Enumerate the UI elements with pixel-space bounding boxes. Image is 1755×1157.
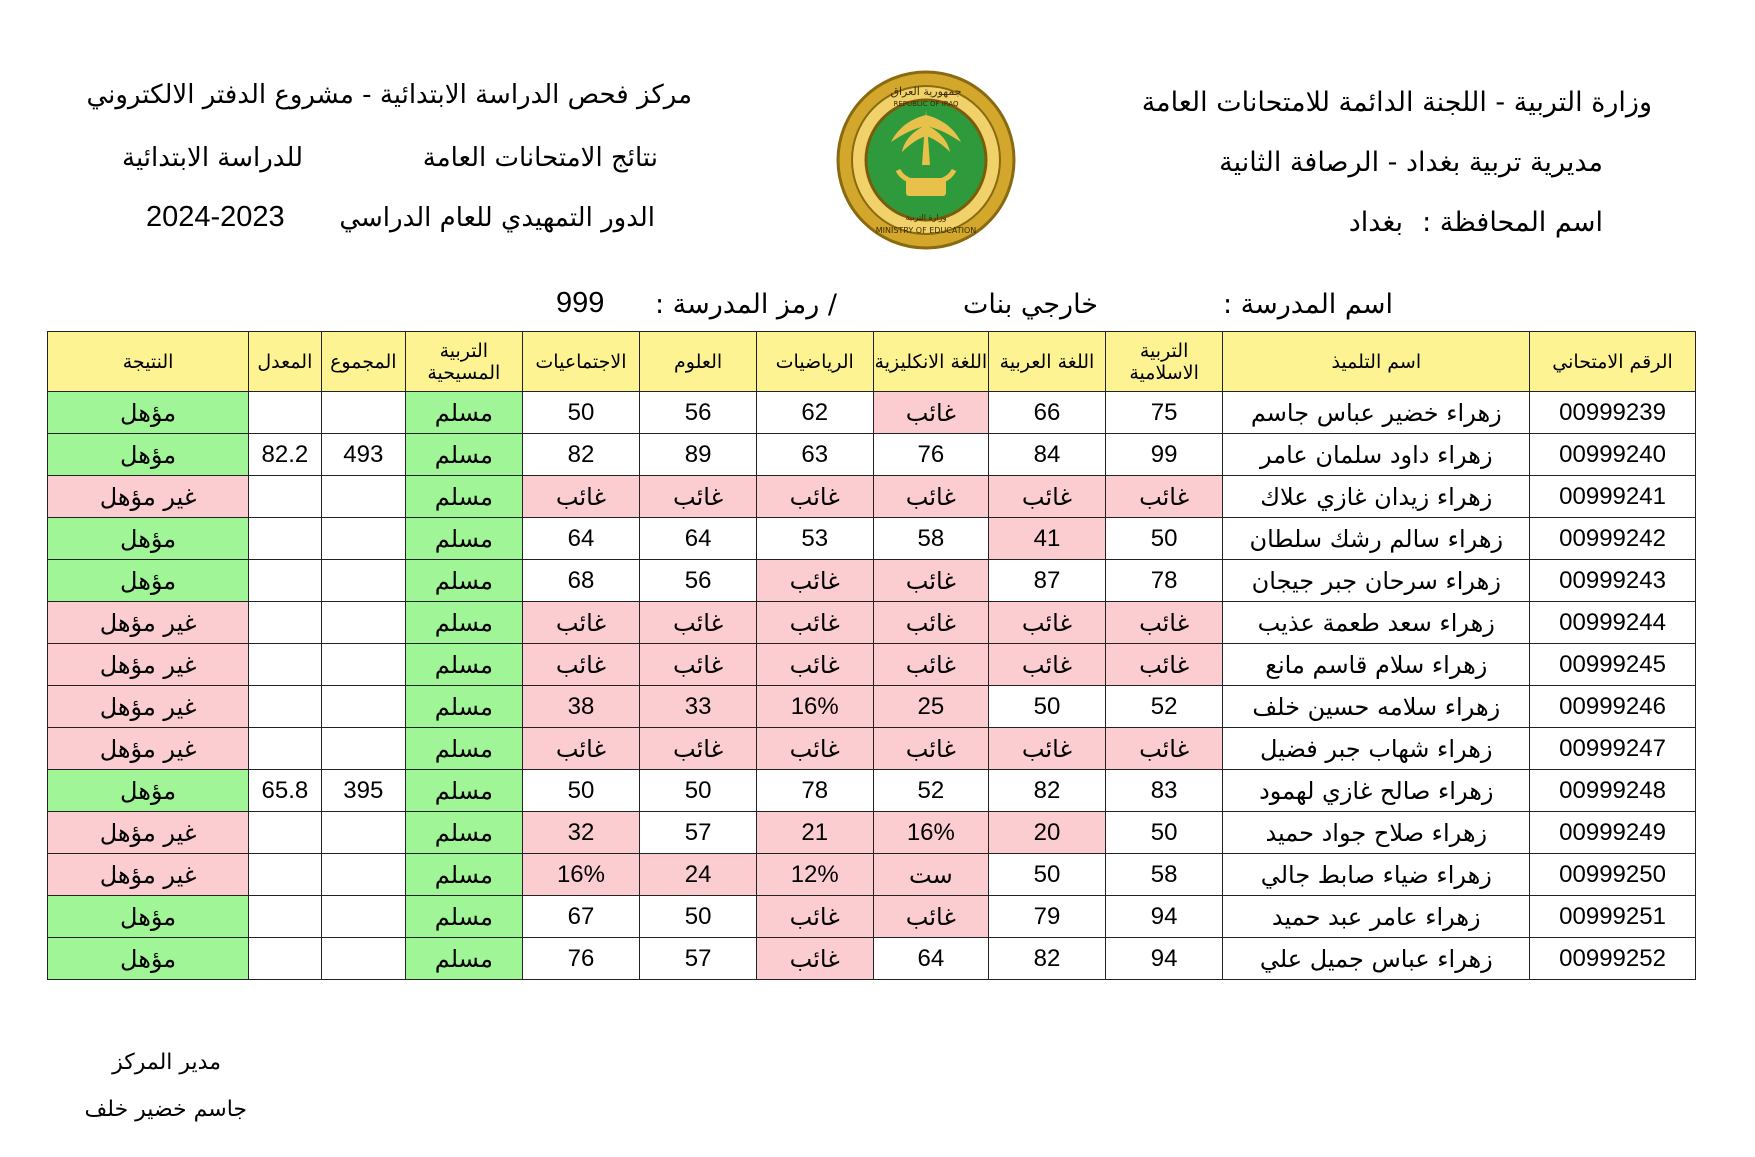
cell-id: 00999247 xyxy=(1530,728,1696,770)
cell-math: 63 xyxy=(756,434,873,476)
cell-name: زهراء سلامه حسين خلف xyxy=(1223,686,1530,728)
cell-islamic: 52 xyxy=(1105,686,1223,728)
cell-avg xyxy=(249,854,321,896)
cell-arabic: 50 xyxy=(989,686,1106,728)
cell-christian: مسلم xyxy=(406,476,523,518)
cell-name: زهراء سعد طعمة عذيب xyxy=(1223,602,1530,644)
cell-math: غائب xyxy=(756,602,873,644)
cell-english: غائب xyxy=(873,728,989,770)
cell-result: مؤهل xyxy=(48,896,249,938)
cell-avg xyxy=(249,812,321,854)
cell-avg xyxy=(249,644,321,686)
header-christian: التربية المسيحية xyxy=(406,332,523,392)
cell-social: 38 xyxy=(522,686,640,728)
logo-top-text-en: REPUBLIC OF IRAQ xyxy=(893,100,959,108)
cell-math: غائب xyxy=(756,644,873,686)
cell-english: ست xyxy=(873,854,989,896)
cell-result: مؤهل xyxy=(48,938,249,980)
cell-english: غائب xyxy=(873,560,989,602)
round-title: الدور التمهيدي للعام الدراسي xyxy=(339,203,655,233)
cell-arabic: 82 xyxy=(989,770,1106,812)
header-student-name: اسم التلميذ xyxy=(1223,332,1530,392)
cell-avg: 82.2 xyxy=(249,434,321,476)
cell-total xyxy=(321,602,405,644)
cell-christian: مسلم xyxy=(406,518,523,560)
cell-name: زهراء سرحان جبر جيجان xyxy=(1223,560,1530,602)
header-total: المجموع xyxy=(321,332,405,392)
cell-english: غائب xyxy=(873,476,989,518)
cell-christian: مسلم xyxy=(406,686,523,728)
header-arabic: اللغة العربية xyxy=(989,332,1106,392)
cell-math: 16% xyxy=(756,686,873,728)
cell-arabic: 82 xyxy=(989,938,1106,980)
cell-result: مؤهل xyxy=(48,560,249,602)
ministry-title: وزارة التربية - اللجنة الدائمة للامتحانات العامة xyxy=(1141,87,1652,118)
cell-avg xyxy=(249,392,321,434)
header-result: النتيجة xyxy=(48,332,249,392)
cell-arabic: 84 xyxy=(989,434,1106,476)
cell-islamic: 83 xyxy=(1105,770,1223,812)
logo-bottom-text: MINISTRY OF EDUCATION xyxy=(875,226,977,235)
table-header-row xyxy=(48,332,1696,392)
cell-math: غائب xyxy=(756,560,873,602)
table-row xyxy=(48,392,1696,434)
cell-social: 32 xyxy=(522,812,640,854)
cell-english: 52 xyxy=(873,770,989,812)
cell-social: 76 xyxy=(522,938,640,980)
cell-arabic: 87 xyxy=(989,560,1106,602)
table-row xyxy=(48,770,1696,812)
cell-avg xyxy=(249,686,321,728)
cell-english: غائب xyxy=(873,602,989,644)
cell-id: 00999252 xyxy=(1530,938,1696,980)
cell-islamic: غائب xyxy=(1105,644,1223,686)
table-row xyxy=(48,476,1696,518)
table-row xyxy=(48,686,1696,728)
cell-islamic: 94 xyxy=(1105,896,1223,938)
cell-name: زهراء زيدان غازي علاك xyxy=(1223,476,1530,518)
cell-christian: مسلم xyxy=(406,896,523,938)
cell-social: غائب xyxy=(522,602,640,644)
cell-result: مؤهل xyxy=(48,434,249,476)
cell-name: زهراء سلام قاسم مانع xyxy=(1223,644,1530,686)
header-social: الاجتماعيات xyxy=(522,332,640,392)
cell-arabic: 20 xyxy=(989,812,1106,854)
cell-christian: مسلم xyxy=(406,728,523,770)
cell-arabic: 79 xyxy=(989,896,1106,938)
table-row xyxy=(48,644,1696,686)
cell-islamic: غائب xyxy=(1105,602,1223,644)
cell-total xyxy=(321,476,405,518)
table-row xyxy=(48,518,1696,560)
cell-christian: مسلم xyxy=(406,602,523,644)
cell-english: غائب xyxy=(873,644,989,686)
cell-math: 21 xyxy=(756,812,873,854)
school-name-value: خارجي بنات xyxy=(962,289,1098,320)
cell-total: 395 xyxy=(321,770,405,812)
cell-avg xyxy=(249,518,321,560)
cell-english: غائب xyxy=(873,392,989,434)
cell-id: 00999244 xyxy=(1530,602,1696,644)
cell-social: غائب xyxy=(522,728,640,770)
academic-year: 2024-2023 xyxy=(146,201,285,233)
cell-social: 68 xyxy=(522,560,640,602)
header-math: الرياضيات xyxy=(756,332,873,392)
cell-id: 00999246 xyxy=(1530,686,1696,728)
cell-arabic: 66 xyxy=(989,392,1106,434)
cell-id: 00999250 xyxy=(1530,854,1696,896)
signature-name: جاسم خضير خلف xyxy=(84,1097,247,1122)
cell-result: غير مؤهل xyxy=(48,602,249,644)
cell-id: 00999241 xyxy=(1530,476,1696,518)
logo-top-text: جمهورية العراق xyxy=(890,85,962,98)
cell-arabic: غائب xyxy=(989,644,1106,686)
cell-christian: مسلم xyxy=(406,812,523,854)
cell-id: 00999243 xyxy=(1530,560,1696,602)
cell-science: 50 xyxy=(640,896,757,938)
cell-islamic: 78 xyxy=(1105,560,1223,602)
cell-islamic: 94 xyxy=(1105,938,1223,980)
header-average: المعدل xyxy=(249,332,321,392)
center-title: مركز فحص الدراسة الابتدائية - مشروع الدفتر الالكتروني xyxy=(86,80,692,110)
cell-science: غائب xyxy=(640,602,757,644)
cell-science: 89 xyxy=(640,434,757,476)
header-english: اللغة الانكليزية xyxy=(873,332,989,392)
cell-math: 62 xyxy=(756,392,873,434)
cell-total xyxy=(321,686,405,728)
cell-result: غير مؤهل xyxy=(48,476,249,518)
cell-arabic: غائب xyxy=(989,728,1106,770)
cell-total xyxy=(321,392,405,434)
cell-result: غير مؤهل xyxy=(48,854,249,896)
cell-total xyxy=(321,938,405,980)
cell-name: زهراء خضير عباس جاسم xyxy=(1223,392,1530,434)
table-row xyxy=(48,854,1696,896)
cell-math: غائب xyxy=(756,476,873,518)
cell-total xyxy=(321,854,405,896)
cell-name: زهراء شهاب جبر فضيل xyxy=(1223,728,1530,770)
cell-name: زهراء داود سلمان عامر xyxy=(1223,434,1530,476)
results-title: نتائج الامتحانات العامة xyxy=(422,143,658,173)
cell-christian: مسلم xyxy=(406,560,523,602)
cell-christian: مسلم xyxy=(406,770,523,812)
cell-christian: مسلم xyxy=(406,938,523,980)
ministry-logo xyxy=(836,70,1016,250)
cell-social: 67 xyxy=(522,896,640,938)
cell-name: زهراء عامر عبد حميد xyxy=(1223,896,1530,938)
results-body xyxy=(48,392,1696,980)
cell-english: 76 xyxy=(873,434,989,476)
cell-total xyxy=(321,812,405,854)
cell-english: 58 xyxy=(873,518,989,560)
cell-science: 57 xyxy=(640,938,757,980)
cell-science: غائب xyxy=(640,644,757,686)
cell-result: غير مؤهل xyxy=(48,728,249,770)
table-row xyxy=(48,812,1696,854)
cell-math: غائب xyxy=(756,728,873,770)
cell-id: 00999248 xyxy=(1530,770,1696,812)
cell-science: 56 xyxy=(640,392,757,434)
cell-math: 78 xyxy=(756,770,873,812)
cell-social: 64 xyxy=(522,518,640,560)
cell-name: زهراء سالم رشك سلطان xyxy=(1223,518,1530,560)
cell-id: 00999251 xyxy=(1530,896,1696,938)
cell-english: 64 xyxy=(873,938,989,980)
cell-christian: مسلم xyxy=(406,854,523,896)
cell-total xyxy=(321,728,405,770)
cell-math: غائب xyxy=(756,896,873,938)
governorate-label: اسم المحافظة : xyxy=(1422,207,1603,238)
cell-science: 24 xyxy=(640,854,757,896)
cell-social: 50 xyxy=(522,392,640,434)
cell-science: 50 xyxy=(640,770,757,812)
cell-id: 00999242 xyxy=(1530,518,1696,560)
cell-english: غائب xyxy=(873,896,989,938)
cell-avg xyxy=(249,728,321,770)
results-table xyxy=(47,331,1696,980)
cell-science: غائب xyxy=(640,728,757,770)
cell-english: 25 xyxy=(873,686,989,728)
cell-social: 16% xyxy=(522,854,640,896)
cell-avg xyxy=(249,560,321,602)
cell-islamic: غائب xyxy=(1105,476,1223,518)
cell-result: غير مؤهل xyxy=(48,812,249,854)
cell-islamic: 50 xyxy=(1105,812,1223,854)
cell-social: 82 xyxy=(522,434,640,476)
cell-result: مؤهل xyxy=(48,392,249,434)
cell-social: غائب xyxy=(522,476,640,518)
cell-result: غير مؤهل xyxy=(48,644,249,686)
cell-name: زهراء صلاح جواد حميد xyxy=(1223,812,1530,854)
table-row xyxy=(48,728,1696,770)
header-science: العلوم xyxy=(640,332,757,392)
cell-science: غائب xyxy=(640,476,757,518)
cell-avg xyxy=(249,938,321,980)
school-name-label: اسم المدرسة : xyxy=(1222,289,1393,320)
cell-social: 50 xyxy=(522,770,640,812)
header-exam-number: الرقم الامتحاني xyxy=(1530,332,1696,392)
header-islamic: التربية الاسلامية xyxy=(1105,332,1223,392)
cell-arabic: 41 xyxy=(989,518,1106,560)
cell-name: زهراء صالح غازي لهمود xyxy=(1223,770,1530,812)
cell-avg xyxy=(249,602,321,644)
cell-math: 12% xyxy=(756,854,873,896)
cell-islamic: 99 xyxy=(1105,434,1223,476)
cell-christian: مسلم xyxy=(406,644,523,686)
cell-id: 00999249 xyxy=(1530,812,1696,854)
cell-avg: 65.8 xyxy=(249,770,321,812)
cell-result: مؤهل xyxy=(48,518,249,560)
cell-science: 64 xyxy=(640,518,757,560)
cell-english: 16% xyxy=(873,812,989,854)
cell-total xyxy=(321,644,405,686)
cell-islamic: 50 xyxy=(1105,518,1223,560)
cell-social: غائب xyxy=(522,644,640,686)
cell-science: 56 xyxy=(640,560,757,602)
cell-result: غير مؤهل xyxy=(48,686,249,728)
logo-side-text: وزارة التربية xyxy=(905,213,947,222)
cell-arabic: غائب xyxy=(989,476,1106,518)
cell-total xyxy=(321,560,405,602)
cell-arabic: غائب xyxy=(989,602,1106,644)
cell-total xyxy=(321,518,405,560)
directorate-title: مديرية تربية بغداد - الرصافة الثانية xyxy=(1219,147,1603,178)
table-row xyxy=(48,602,1696,644)
table-row xyxy=(48,560,1696,602)
cell-id: 00999239 xyxy=(1530,392,1696,434)
cell-science: 57 xyxy=(640,812,757,854)
cell-science: 33 xyxy=(640,686,757,728)
cell-name: زهراء ضياء صابط جالي xyxy=(1223,854,1530,896)
cell-result: مؤهل xyxy=(48,770,249,812)
cell-islamic: 58 xyxy=(1105,854,1223,896)
cell-total: 493 xyxy=(321,434,405,476)
cell-avg xyxy=(249,476,321,518)
cell-total xyxy=(321,896,405,938)
table-row xyxy=(48,434,1696,476)
cell-name: زهراء عباس جميل علي xyxy=(1223,938,1530,980)
signature-title: مدير المركز xyxy=(112,1050,221,1075)
cell-avg xyxy=(249,896,321,938)
table-row xyxy=(48,938,1696,980)
school-code-value: 999 xyxy=(556,287,605,319)
cell-math: غائب xyxy=(756,938,873,980)
level-title: للدراسة الابتدائية xyxy=(122,143,303,173)
cell-id: 00999245 xyxy=(1530,644,1696,686)
cell-id: 00999240 xyxy=(1530,434,1696,476)
cell-islamic: غائب xyxy=(1105,728,1223,770)
table-row xyxy=(48,896,1696,938)
cell-islamic: 75 xyxy=(1105,392,1223,434)
governorate-value: بغداد xyxy=(1348,207,1403,238)
cell-arabic: 50 xyxy=(989,854,1106,896)
cell-christian: مسلم xyxy=(406,434,523,476)
cell-math: 53 xyxy=(756,518,873,560)
cell-christian: مسلم xyxy=(406,392,523,434)
school-code-label: / رمز المدرسة : xyxy=(655,289,837,320)
